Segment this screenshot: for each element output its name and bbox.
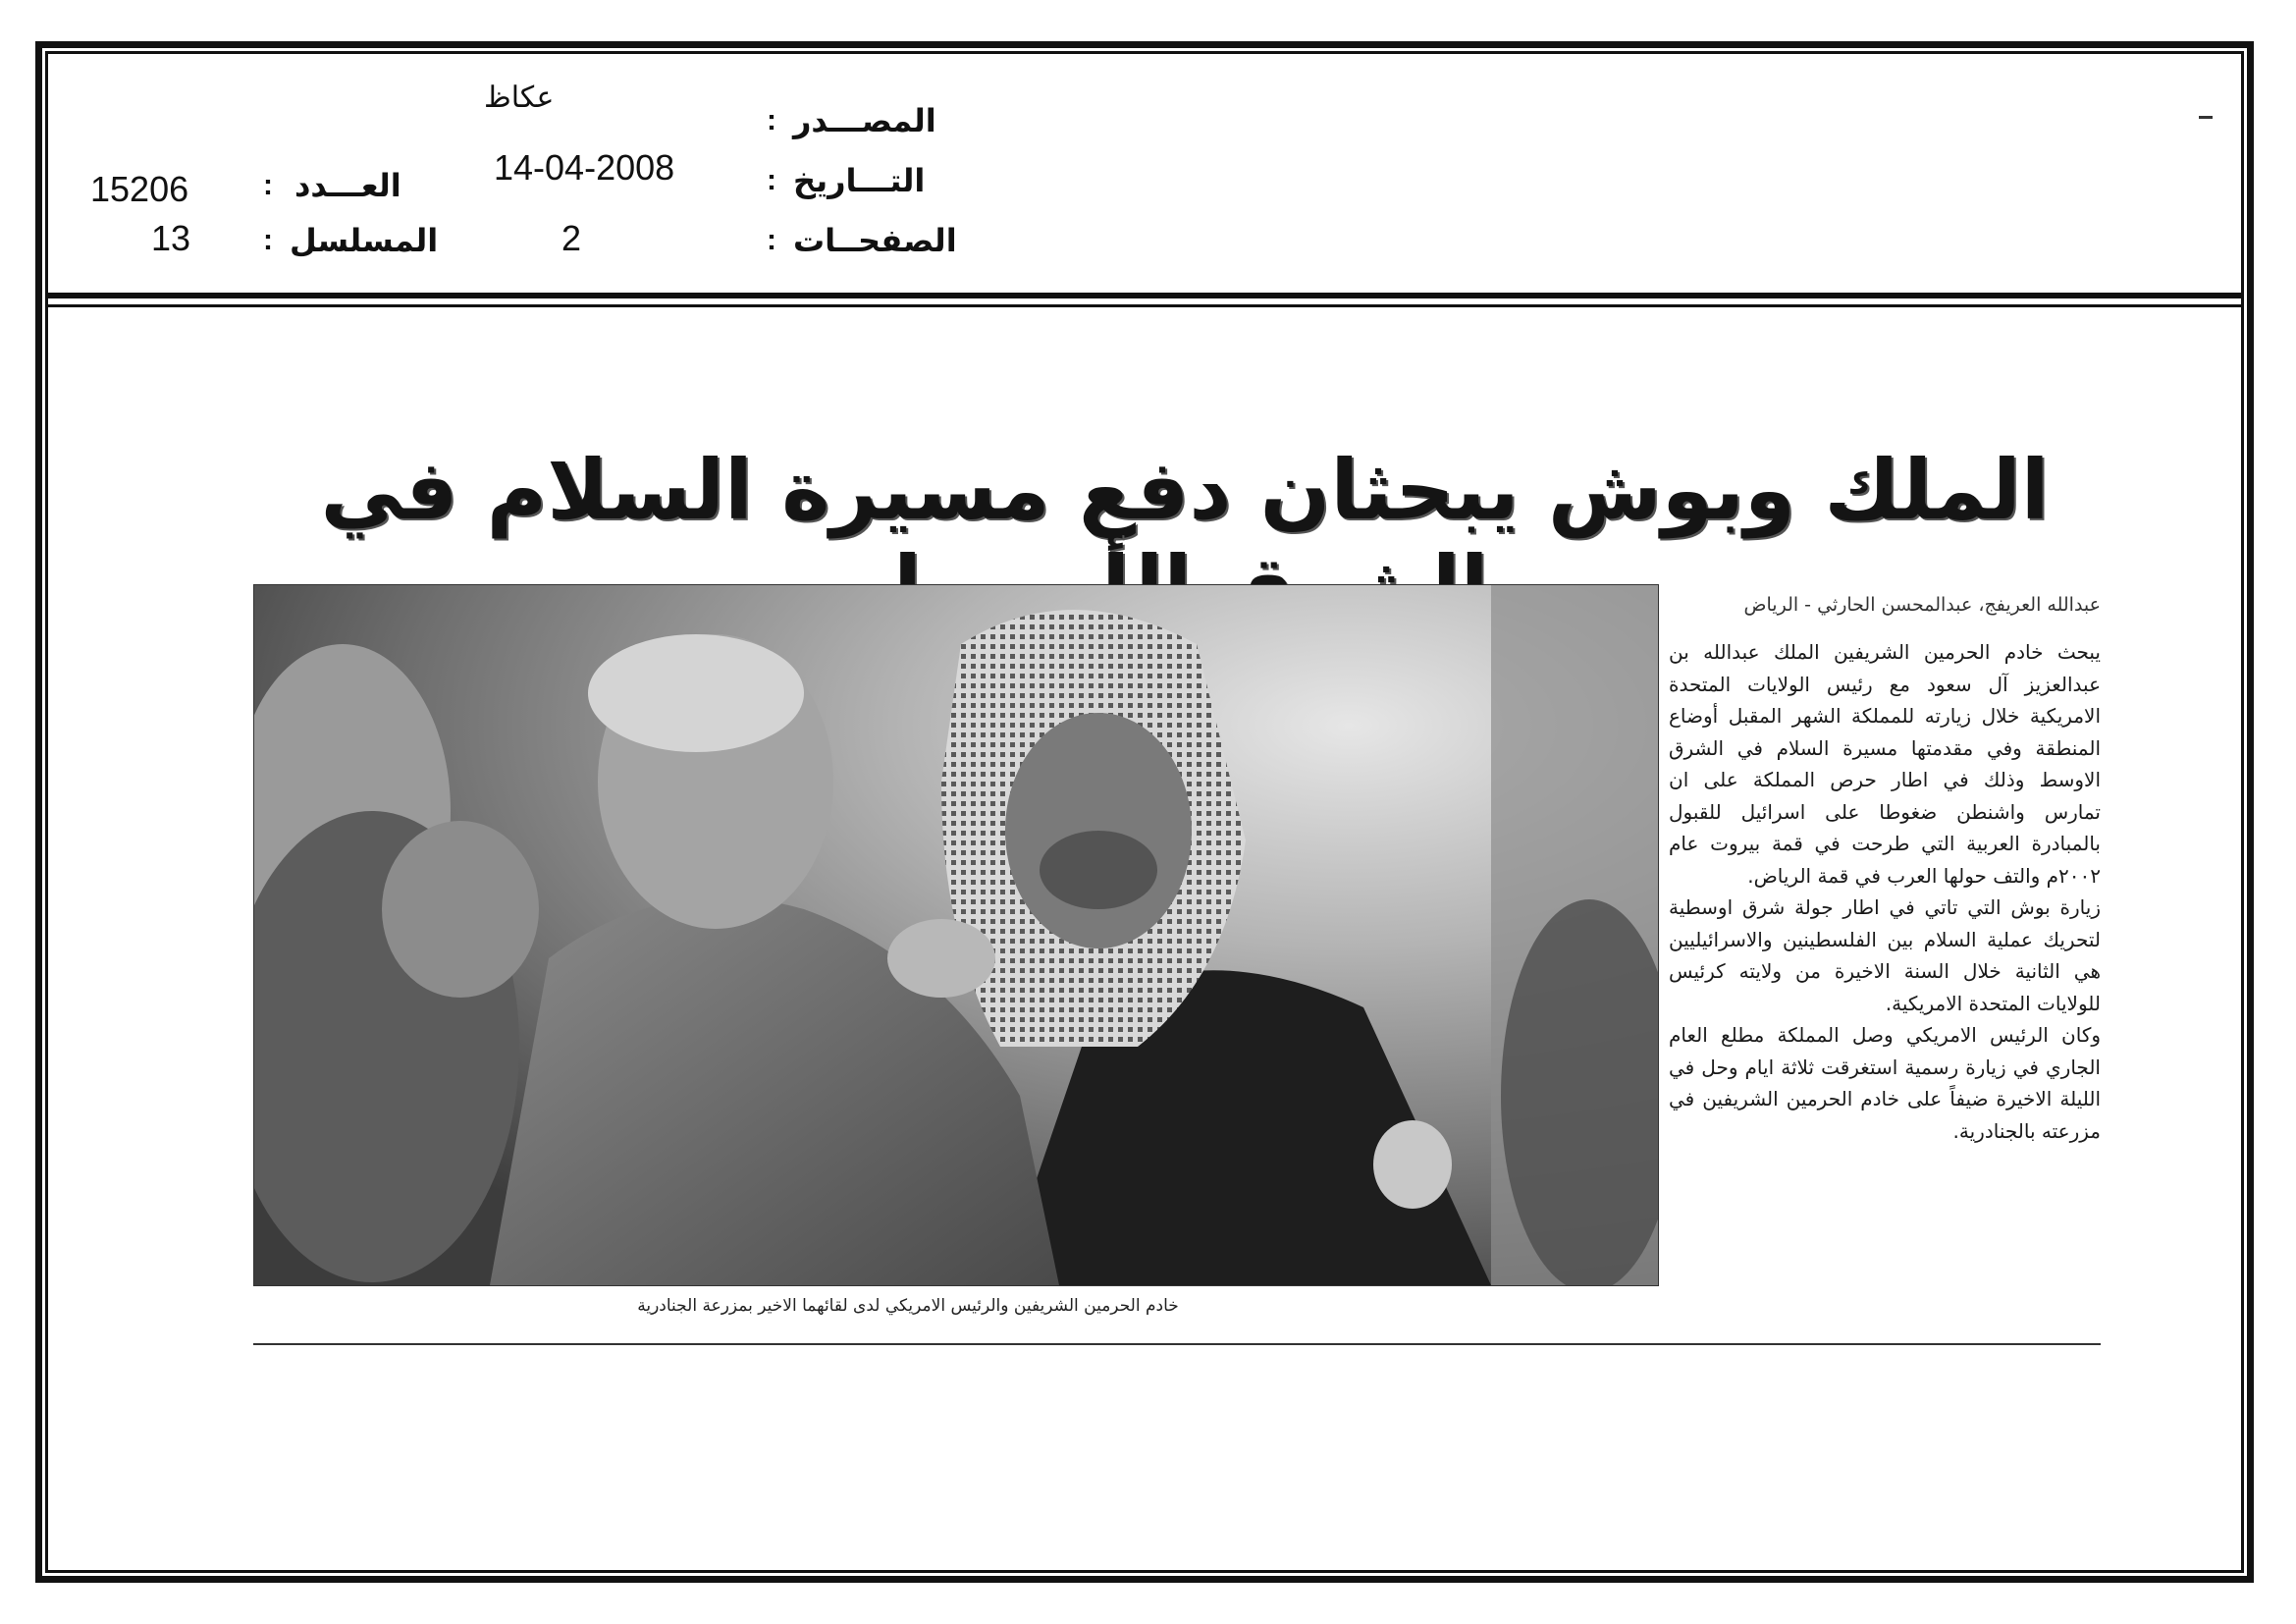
article-bottom-rule	[253, 1343, 2101, 1345]
article-body	[1669, 636, 2101, 1147]
photo-caption: خادم الحرمين الشريفين والرئيس الامريكي لدى لقائهما الاخير بمزرعة الجنادرية	[637, 1296, 1179, 1316]
pages-label: الصفحــات	[793, 222, 957, 259]
header-divider-thin	[45, 304, 2244, 307]
article-photo	[253, 584, 1659, 1286]
date-value: 14-04-2008	[494, 147, 675, 188]
source-label: المصـــدر	[793, 102, 936, 139]
header-divider	[45, 293, 2244, 298]
article-headline: الملك وبوش يبحثان دفع مسيرة السلام في	[320, 442, 2050, 538]
article-paragraph: يبحث خادم الحرمين الشريفين الملك عبدالله بن عبدالعزيز آل سعود مع رئيس الولايات المتحدة الامريكية خلال زيارته للمملكة الشهر المقبل أوضاع المنطقة وفي مقدمتها مسيرة السلام في الشرق الاوسط وذلك في اطار حرص المملكة على ان تمارس واشنطن ضغوطا على اسرائيل للقبول بالمبادرة العربية التي طرحت في قمة بيروت عام ٢٠٠٢م والتف حولها العرب في قمة الرياض.	[1669, 640, 2101, 888]
corner-mark	[2199, 116, 2213, 119]
article-paragraph: وكان الرئيس الامريكي وصل المملكة مطلع العام الجاري في زيارة رسمية استغرقت ثلاثة ايام وحل في الليلة الاخيرة ضيفاً على خادم الحرمين الشريفين في مزرعته بالجنادرية.	[1669, 1023, 2101, 1143]
serial-colon: :	[263, 224, 273, 256]
issue-label: العـــدد	[294, 167, 401, 204]
pages-value: 2	[561, 218, 582, 258]
source-colon: :	[767, 104, 776, 136]
pages-colon: :	[767, 224, 776, 256]
serial-label: المسلسل	[290, 222, 439, 259]
serial-value: 13	[151, 218, 191, 258]
issue-colon: :	[263, 169, 273, 201]
date-label: التـــاريخ	[793, 162, 926, 199]
article-paragraph: زيارة بوش التي تاتي في اطار جولة شرق اوسطية لتحريك عملية السلام بين الفلسطينين والاسرائيليين هي الثانية خلال السنة الاخيرة من ولايته كرئيس للولايات المتحدة الامريكية.	[1669, 895, 2101, 1015]
issue-value: 15206	[90, 169, 189, 209]
date-colon: :	[767, 164, 776, 196]
source-value: عكاظ	[484, 81, 555, 114]
article-byline: عبدالله العريفج، عبدالمحسن الحارثي - الرياض	[1743, 594, 2101, 616]
